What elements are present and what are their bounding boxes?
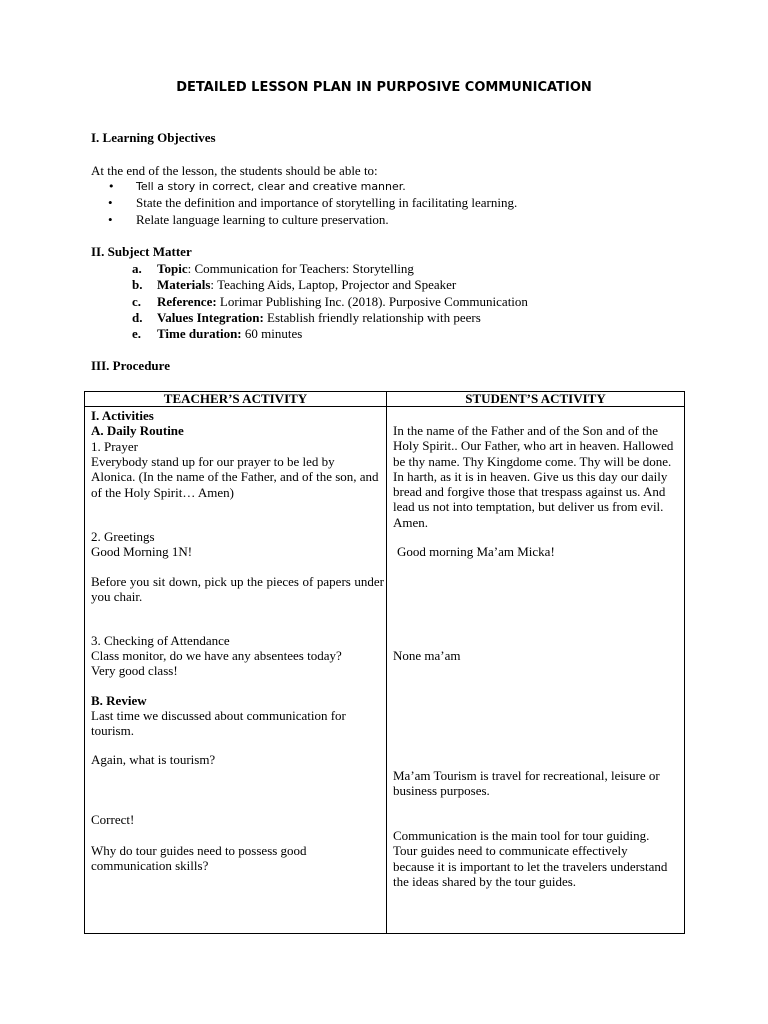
- attendance-label: 3. Checking of Attendance: [91, 633, 230, 648]
- subject-item-values: d. Values Integration: Establish friendly relationship with peers: [132, 309, 481, 325]
- subject-item-topic: a. Topic: Communication for Teachers: Storytelling: [132, 261, 414, 276]
- subject-item-materials: b. Materials: Teaching Aids, Laptop, Projector and Speaker: [132, 277, 457, 293]
- objective-item: • Relate language learning to culture preservation.: [108, 212, 517, 228]
- tour-guides-question: Why do tour guides need to possess good communication skills?: [91, 843, 307, 874]
- subject-matter-heading: II. Subject Matter: [91, 244, 192, 259]
- sitdown-instruction: Before you sit down, pick up the pieces of papers under you chair.: [91, 574, 384, 605]
- review-heading: B. Review: [91, 693, 147, 708]
- student-guides-answer: Communication is the main tool for tour guiding. Tour guides need to communicate effectively because it is important to let the travelers understand the ideas shared by the tour guides.: [393, 828, 668, 889]
- prayer-label: 1. Prayer: [91, 439, 138, 454]
- tourism-question: Again, what is tourism?: [91, 752, 216, 767]
- greetings-text: Good Morning 1N!: [91, 544, 193, 559]
- subject-matter-list: [132, 261, 528, 342]
- review-text: Last time we discussed about communication for tourism.: [91, 708, 346, 739]
- student-tourism-answer: Ma’am Tourism is travel for recreational, leisure or business purposes.: [393, 768, 660, 799]
- procedure-table: [84, 391, 685, 934]
- student-greeting: Good morning Ma’am Micka!: [397, 544, 555, 559]
- student-activity-header: STUDENT’S ACTIVITY: [387, 392, 685, 407]
- activities-heading: I. Activities: [91, 408, 154, 423]
- correct-feedback: Correct!: [91, 812, 135, 827]
- student-prayer: In the name of the Father and of the Son and of the Holy Spirit.. Our Father, who art in heaven. Hallowed be thy name. Thy Kingdome come. Thy will be done. In harth, as it is in heaven. Give us this day our daily bread and forgive those that trespass against us. And lead us not into temptation, but deliver us from evil. Amen.: [393, 423, 674, 530]
- attendance-question: Class monitor, do we have any absentees today?: [91, 648, 342, 663]
- objective-item: • Tell a story in correct, clear and creative manner.: [108, 179, 517, 195]
- student-attendance: None ma’am: [393, 648, 461, 663]
- greetings-label: 2. Greetings: [91, 529, 155, 544]
- subject-item-time: e. Time duration: 60 minutes: [132, 326, 303, 342]
- procedure-heading: III. Procedure: [91, 358, 170, 373]
- subject-item-reference: c. Reference: Lorimar Publishing Inc. (2018). Purposive Communication: [132, 293, 528, 309]
- document-title: DETAILED LESSON PLAN IN PURPOSIVE COMMUNICATION: [176, 80, 592, 95]
- objectives-heading: I. Learning Objectives: [91, 130, 216, 145]
- teacher-activity-header: TEACHER’S ACTIVITY: [85, 392, 387, 407]
- objective-item: • State the definition and importance of storytelling in facilitating learning.: [108, 195, 517, 211]
- objectives-list: [108, 179, 517, 228]
- prayer-instruction: Everybody stand up for our prayer to be led by Alonica. (In the name of the Father, and of the son, and of the Holy Spirit… Amen): [91, 454, 379, 500]
- teacher-activity-cell: [85, 407, 387, 934]
- objectives-intro: At the end of the lesson, the students should be able to:: [91, 163, 378, 178]
- daily-routine-heading: A. Daily Routine: [91, 423, 184, 438]
- attendance-praise: Very good class!: [91, 663, 178, 678]
- student-activity-cell: [387, 407, 685, 934]
